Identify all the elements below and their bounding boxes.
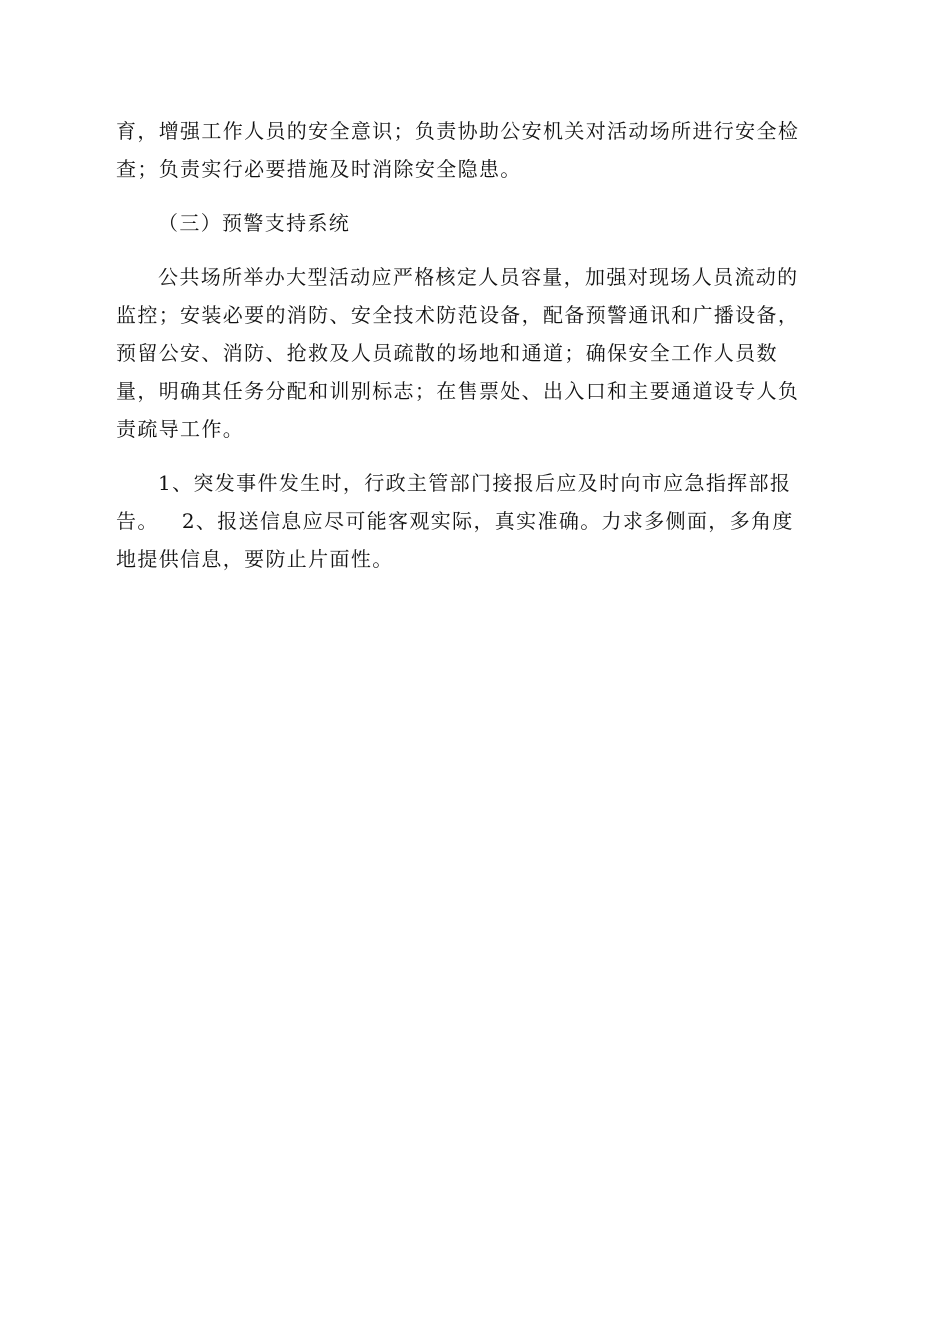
text-line: 查；负责实行必要措施及时消除安全隐患。 — [116, 157, 522, 181]
section-heading: （三）预警支持系统 — [158, 211, 351, 235]
text-line: 监控；安装必要的消防、安全技术防范设备，配备预警通讯和广播设备， — [116, 303, 800, 327]
text-line: 育，增强工作人员的安全意识；负责协助公安机关对活动场所进行安全检 — [116, 119, 800, 143]
text-line: 责疏导工作。 — [116, 417, 245, 441]
text-line: 地提供信息，要防止片面性。 — [116, 547, 394, 571]
text-line: 1、突发事件发生时，行政主管部门接报后应及时向市应急指挥部报 — [158, 471, 792, 495]
text-line: 公共场所举办大型活动应严格核定人员容量，加强对现场人员流动的 — [158, 265, 799, 289]
text-line: 量，明确其任务分配和训别标志；在售票处、出入口和主要通道设专人负 — [116, 379, 800, 403]
text-line: 告。 2、报送信息应尽可能客观实际，真实准确。力求多侧面，多角度 — [116, 509, 794, 533]
text-line: 预留公安、消防、抢救及人员疏散的场地和通道；确保安全工作人员数 — [116, 341, 778, 365]
